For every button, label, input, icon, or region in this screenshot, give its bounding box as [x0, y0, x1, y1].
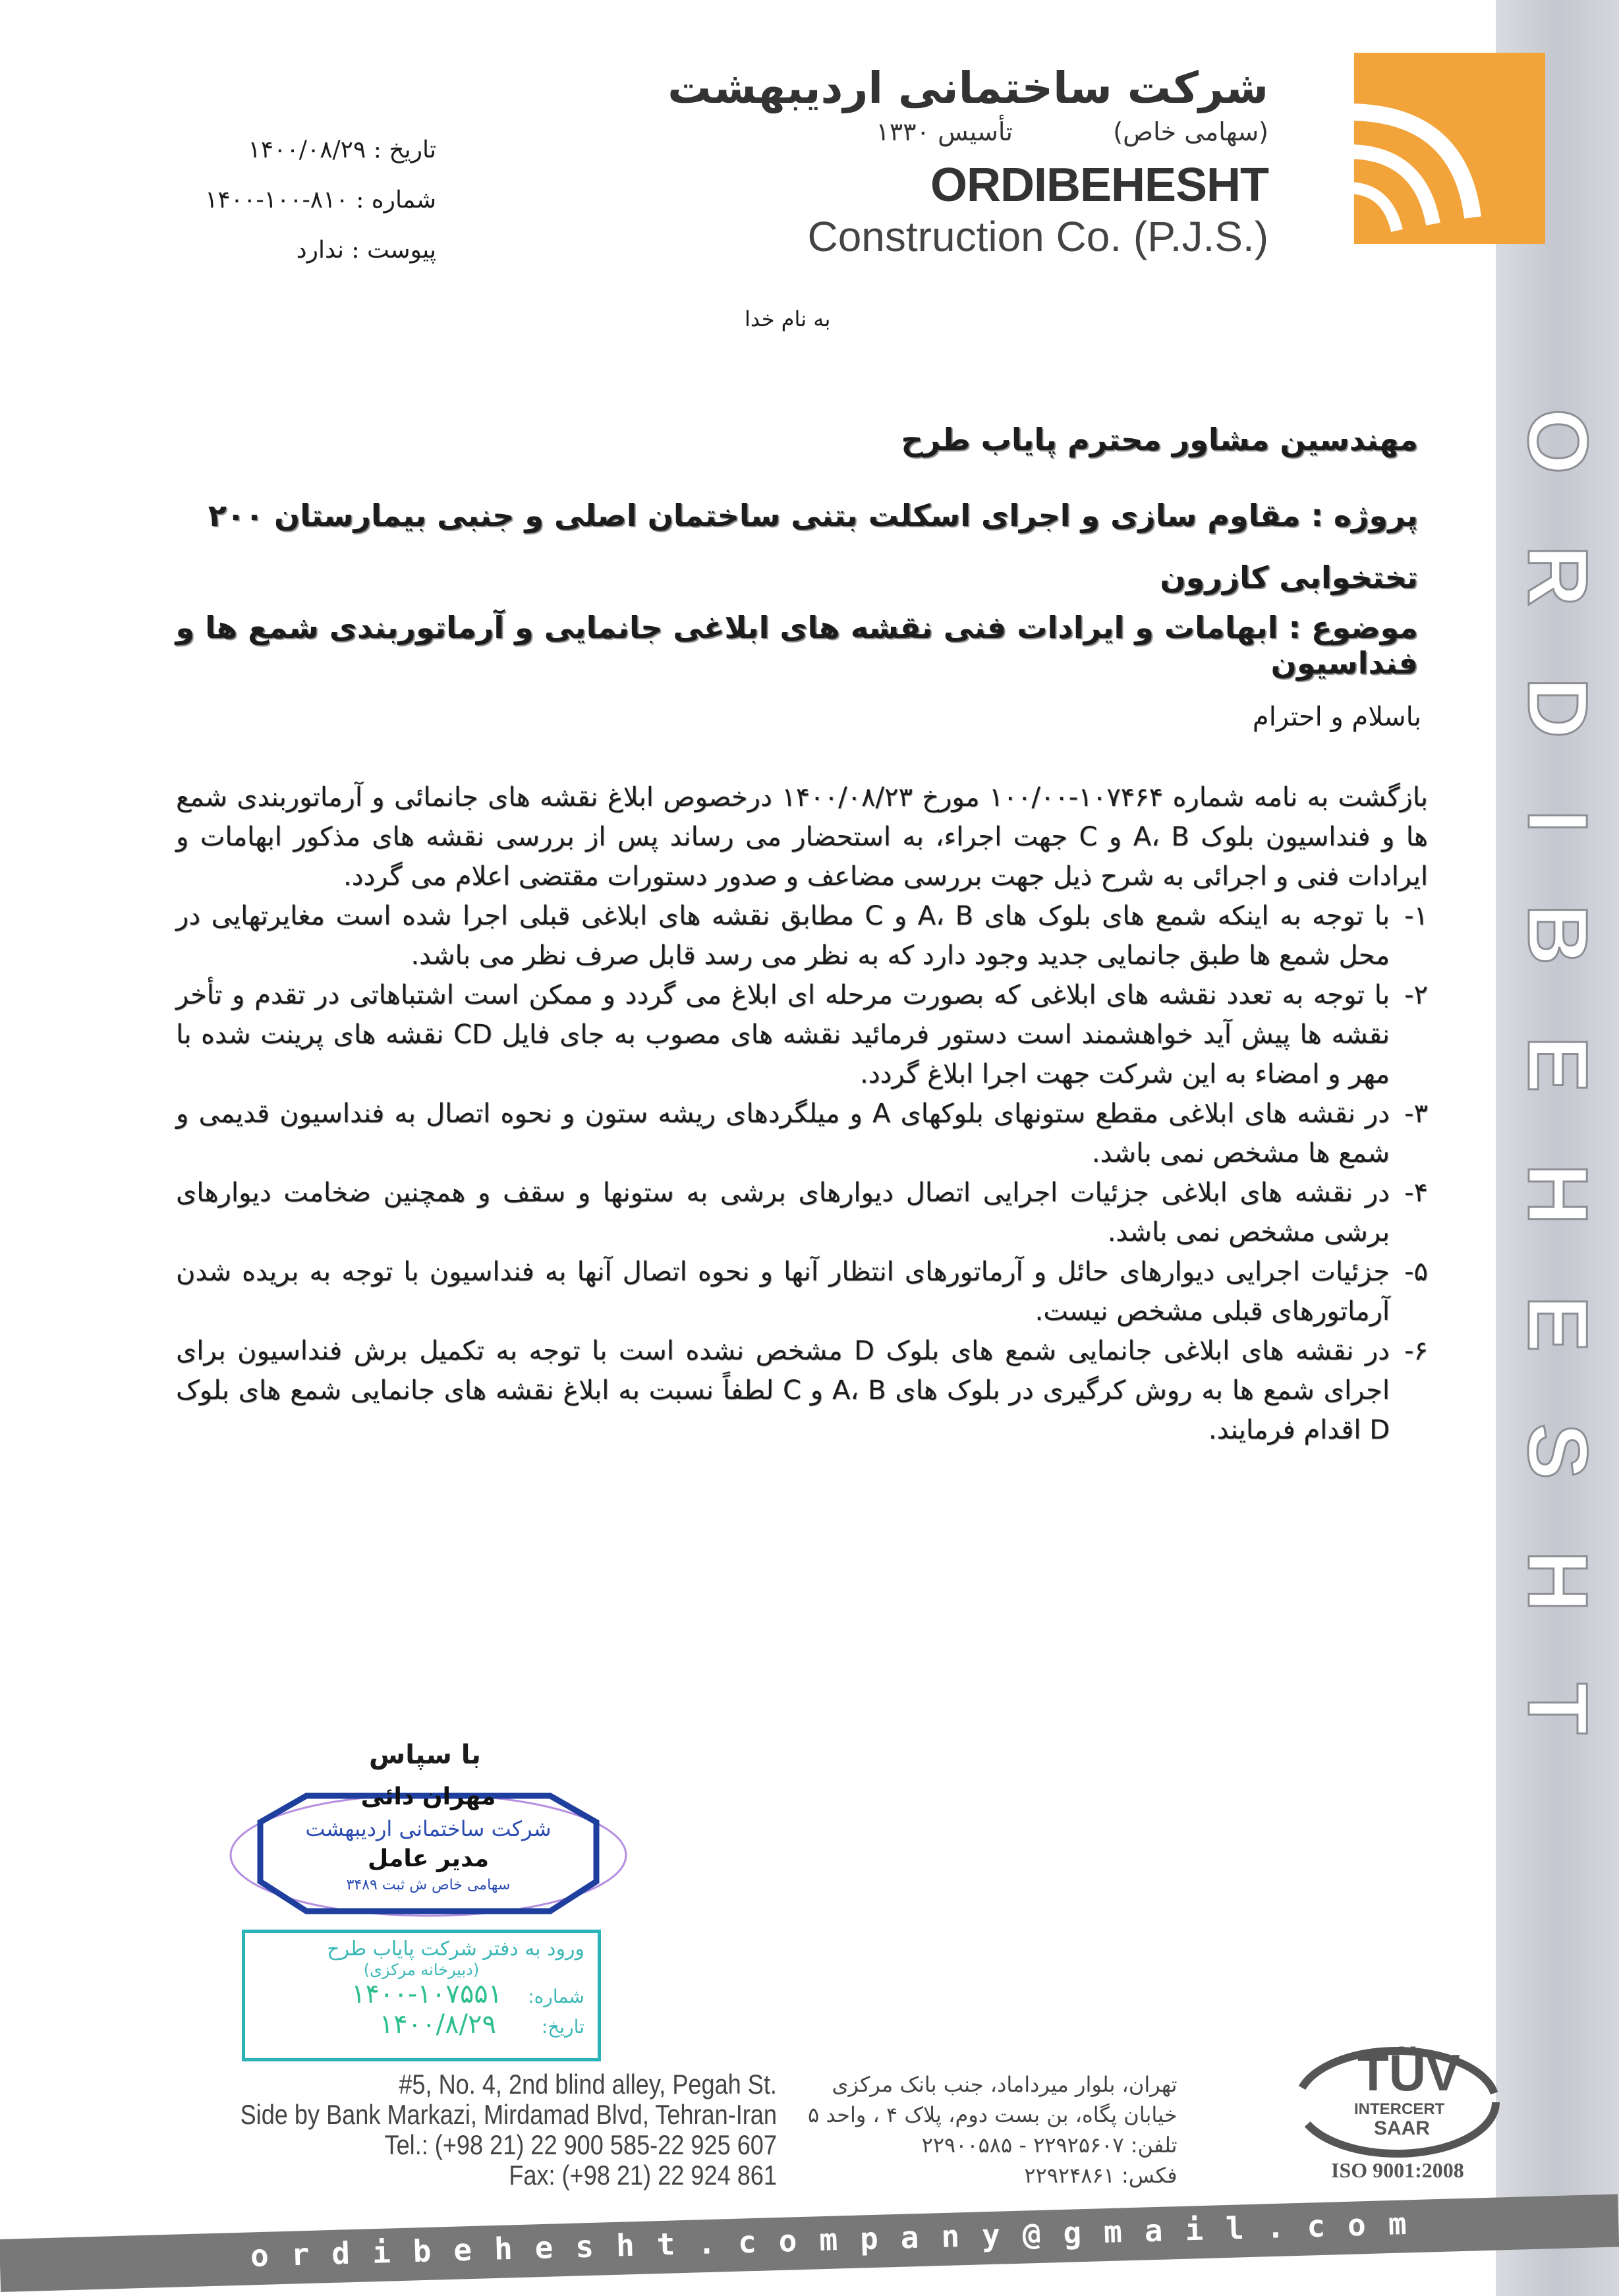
item-number: ۲- — [1404, 980, 1428, 1010]
fax-label-fa: فکس: — [1122, 2163, 1178, 2188]
item-text: جزئیات اجرایی دیوارهای حائل و آرماتورهای انتظار آنها و نحوه اتصال آنها به فنداسیون با توجه به بریده شدن آرماتورهای قبلی مشخص نیست. — [176, 1257, 1390, 1327]
number-row — [205, 175, 436, 225]
addressee: مهندسین مشاور محترم پایاب طرح — [901, 422, 1418, 457]
company-subtitle-en: Construction Co. (P.J.S.) — [807, 213, 1268, 260]
subject-line: موضوع : ابهامات و ایرادات فنی نقشه های ابلاغی جانمایی و آرماتوربندی شمع ها و فنداسیون — [175, 610, 1418, 681]
letter-meta — [205, 125, 436, 275]
item-text: در نقشه های ابلاغی جزئیات اجرایی اتصال دیوارهای برشی به ستونها و سقف و همچنین ضخامت دیوارهای برشی مشخص نمی باشد. — [176, 1178, 1390, 1248]
greeting: باسلام و احترام — [1252, 702, 1421, 732]
tuv-brand: TÜV — [1357, 2044, 1460, 2102]
company-name-fa: شرکت ساختمانی اردیبهشت — [667, 63, 1268, 113]
letter-body — [176, 778, 1428, 1450]
list-item — [176, 1094, 1428, 1173]
company-name-en: ORDIBEHESHT — [930, 159, 1268, 212]
intro-paragraph: بازگشت به نامه شماره ۱۰۷۴۶۴-۱۰۰/۰۰ مورخ ۱۴۰۰/۰۸/۲۳ درخصوص ابلاغ نقشه های جانمائی و آرماتوربندی شمع ها و فنداسیون بلوک A، B و C جهت اجراء، به استحضار می رساند پس از بررسی نقشه های مذکور ابهامات و ایرادات فنی و اجرائی به شرح ذیل جهت بررسی مضاعف و صدور دستورات مقتضی اعلام می گردد. — [176, 782, 1429, 892]
item-text: در نقشه های ابلاغی مقطع ستونهای بلوکهای A و میلگردهای ریشه ستون و نحوه اتصال به فنداسیون قدیمی و شمع ها مشخص نمی باشد. — [176, 1099, 1390, 1168]
footer-address-en — [241, 2069, 777, 2191]
receipt-heading: ورود به دفتر شرکت پایاب طرح — [327, 1937, 584, 1961]
list-item — [176, 1252, 1428, 1331]
item-text: با توجه به تعدد نقشه های ابلاغی که بصورت مرحله ای ابلاغ می گردد و ممکن است اشتباهاتی در تقدم و تأخر نقشه ها پیش آید خواهشمند است دستور فرمائید نقشه های مصوب به جای فایل CD نقشه های پرینت شده با مهر و امضاء به این شرکت جهت اجرا ابلاغ گردد. — [176, 980, 1390, 1089]
invocation: به نام خدا — [745, 306, 831, 331]
phone-fa: ۲۲۹۰۰۵۸۵ - ۲۲۹۲۵۶۰۷ — [921, 2133, 1124, 2158]
address-line: Side by Bank Markazi, Mirdamad Blvd, Tehran-Iran — [240, 2099, 777, 2130]
list-item — [176, 1331, 1428, 1450]
closing: با سپاس — [369, 1740, 481, 1770]
iso-label: ISO 9001:2008 — [1331, 2158, 1464, 2182]
footer-address-fa — [808, 2069, 1178, 2191]
list-item — [176, 1173, 1428, 1252]
attachment-row — [205, 225, 436, 275]
receipt-stamp — [242, 1930, 601, 2061]
receipt-date-label: تاریخ: — [541, 2016, 584, 2038]
receipt-date: ۱۴۰۰/۸/۲۹ — [379, 2009, 496, 2040]
item-number: ۶- — [1404, 1336, 1428, 1366]
fax-line: Fax: (+98 21) 22 924 861 — [509, 2160, 777, 2191]
item-number: ۴- — [1404, 1178, 1428, 1208]
email-link[interactable]: ordibehesht.company@gmail.com — [250, 2205, 1430, 2274]
stamp-company: شرکت ساختمانی اردیبهشت — [305, 1816, 552, 1841]
receipt-sub: (دبیرخانه مرکزی) — [363, 1960, 480, 1979]
company-logo — [1348, 53, 1545, 244]
date-label: تاریخ : — [373, 136, 436, 163]
date-value: ۱۴۰۰/۰۸/۲۹ — [248, 136, 366, 163]
item-number: ۱- — [1404, 901, 1428, 931]
company-type: (سهامی خاص) — [1113, 117, 1268, 146]
attachment-value: ندارد — [296, 237, 344, 264]
company-signature-stamp — [227, 1783, 629, 1924]
list-item — [176, 975, 1428, 1094]
number-value: ۱۴۰۰-۱۰۰-۸۱۰ — [205, 187, 349, 214]
receipt-number: ۱۴۰۰-۱۰۷۵۵۱ — [351, 1979, 503, 2010]
attachment-label: پیوست : — [351, 237, 436, 264]
phone-label-fa: تلفن: — [1130, 2133, 1178, 2158]
item-text: در نقشه های ابلاغی جانمایی شمع های بلوک D مشخص نشده است با توجه به تکمیل برش فنداسیون برای اجرای شمع ها به روش کرگیری در بلوک های A، B و C لطفاً نسبت به ابلاغ نقشه های جانمایی شمع های بلوک D اقدام فرمایند. — [176, 1336, 1390, 1445]
signer-title: مدیر عامل — [367, 1845, 490, 1872]
project-line: پروژه : مقاوم سازی و اجرای اسکلت بتنی ساختمان اصلی و جنبی بیمارستان ۲۰۰ تختخوابی کازرون — [208, 498, 1418, 595]
phone-line: Tel.: (+98 21) 22 900 585-22 925 607 — [384, 2129, 777, 2160]
tuv-org2: SAAR — [1374, 2117, 1431, 2139]
fax-fa: ۲۲۹۲۴۸۶۱ — [1024, 2163, 1115, 2188]
list-item — [176, 896, 1428, 975]
signer-name: مهران دائی — [360, 1783, 496, 1810]
item-text: با توجه به اینکه شمع های بلوک های A، B و C مطابق نقشه های ابلاغی قبلی اجرا شده است مغایرتهایی در محل شمع ها طبق جانمایی جدید وجود دارد که به نظر می رسد قابل صرف نظر می باشد. — [176, 901, 1390, 971]
established-year: تأسیس ۱۳۳۰ — [876, 117, 1013, 146]
date-row — [205, 125, 436, 175]
side-strip-wordmark: ORDIBEHESHT — [1510, 409, 1605, 1806]
address-line-fa: خیابان پگاه، بن بست دوم، پلاک ۴ ، واحد ۵ — [808, 2102, 1178, 2127]
receipt-number-label: شماره: — [528, 1986, 584, 2008]
item-number: ۳- — [1404, 1099, 1428, 1129]
item-number: ۵- — [1404, 1257, 1428, 1287]
address-line: #5, No. 4, 2nd blind alley, Pegah St. — [399, 2069, 777, 2100]
tuv-org: INTERCERT — [1354, 2100, 1445, 2118]
address-line-fa: تهران، بلوار میرداماد، جنب بانک مرکزی — [832, 2072, 1178, 2097]
tuv-certification-logo — [1288, 2046, 1506, 2185]
number-label: شماره : — [356, 187, 436, 214]
stamp-registration: سهامی خاص ش ثبت ۳۴۸۹ — [346, 1877, 511, 1893]
